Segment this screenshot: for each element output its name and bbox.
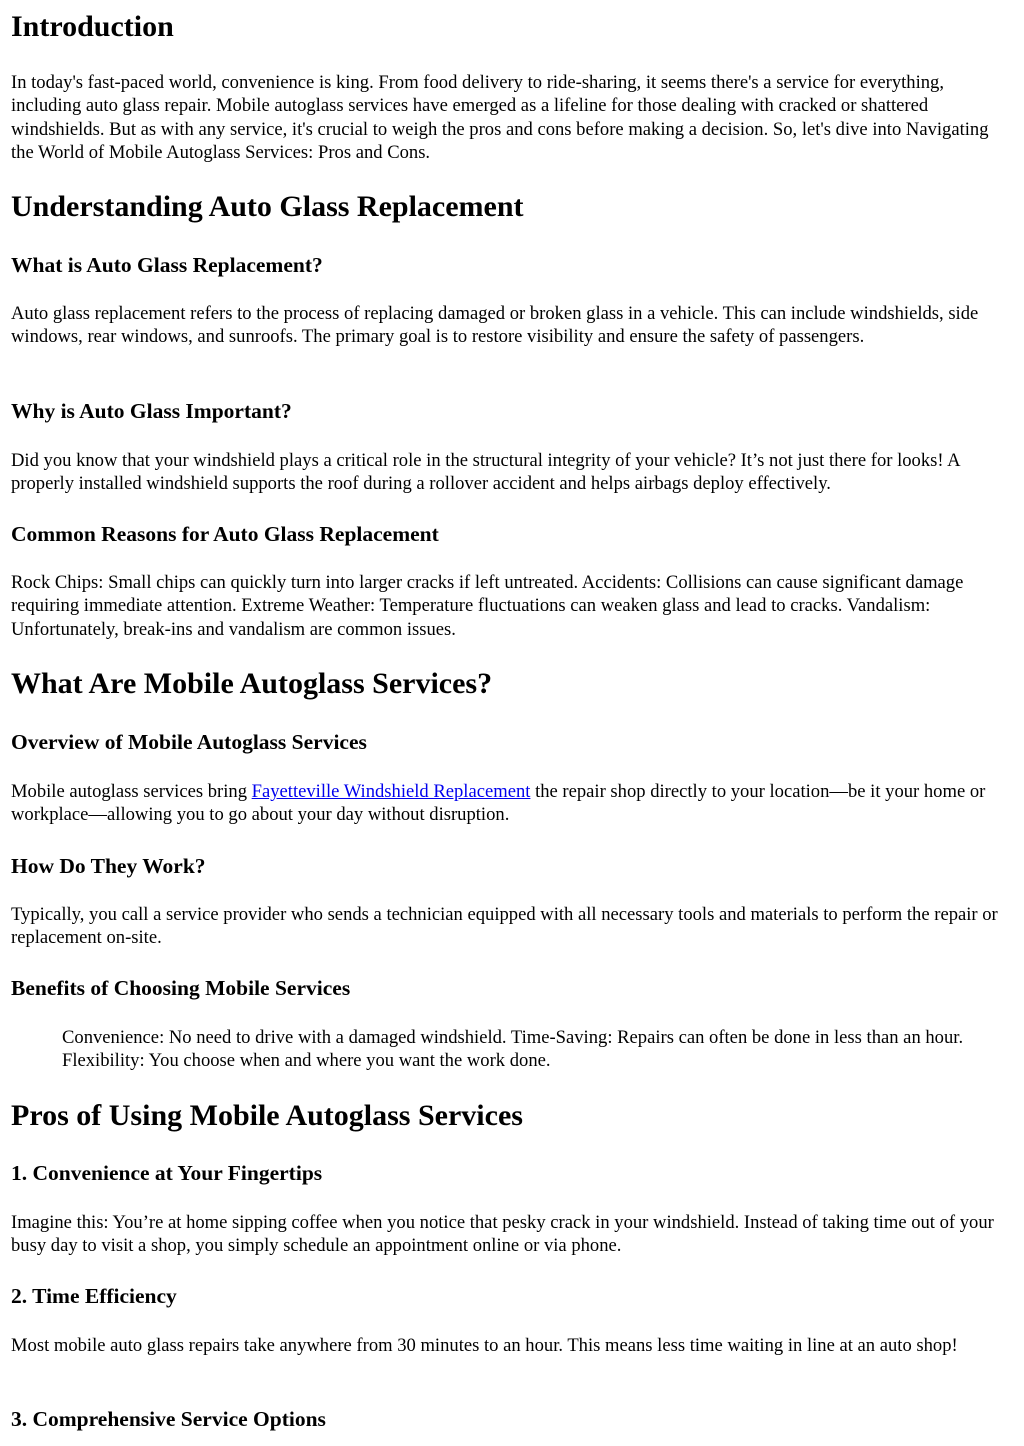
heading-pro-comprehensive-service: 3. Comprehensive Service Options (11, 1407, 326, 1431)
heading-pros-mobile-services: Pros of Using Mobile Autoglass Services (11, 1099, 523, 1132)
heading-why-auto-glass-important: Why is Auto Glass Important? (11, 399, 292, 423)
heading-understanding-auto-glass-replacement: Understanding Auto Glass Replacement (11, 190, 524, 223)
overview-text-before-link: Mobile autoglass services bring (11, 781, 252, 802)
blockquote-benefits: Convenience: No need to drive with a damaged windshield. Time-Saving: Repairs can often be done in less than an hour. Flexibility: You choose when and where you want the work done. (62, 1027, 964, 1072)
heading-common-reasons: Common Reasons for Auto Glass Replacement (11, 522, 439, 546)
paragraph-how-do-they-work: Typically, you call a service provider who sends a technician equipped with all necessary tools and materials to perform the repair or replacement on-site. (11, 904, 998, 949)
paragraph-overview-mobile-services (11, 780, 1013, 827)
paragraph-what-is-auto-glass-replacement: Auto glass replacement refers to the process of replacing damaged or broken glass in a vehicle. This can include windshields, side windows, rear windows, and sunroofs. The primary goal is to restore visibility and ensure the safety of passengers. (11, 303, 979, 348)
paragraph-common-reasons: Rock Chips: Small chips can quickly turn into larger cracks if left untreated. Accidents: Collisions can cause significant damage requiring immediate attention. Extreme Weather: Temperature fluctuations can weaken glass and lead to cracks. Vandalism: Unfortunately, break-ins and vandalism are common issues. (11, 572, 964, 640)
heading-what-are-mobile-autoglass-services: What Are Mobile Autoglass Services? (11, 667, 493, 700)
heading-what-is-auto-glass-replacement: What is Auto Glass Replacement? (11, 253, 323, 277)
heading-benefits-mobile-services: Benefits of Choosing Mobile Services (11, 976, 351, 1000)
heading-pro-time-efficiency: 2. Time Efficiency (11, 1284, 177, 1308)
paragraph-pro-time-efficiency: Most mobile auto glass repairs take anywhere from 30 minutes to an hour. This means less time waiting in line at an auto shop! (11, 1335, 958, 1356)
overview-text-after-link: the repair shop directly to your location—be it your home or workplace—allowing you to go about your day without disruption. (11, 781, 986, 826)
paragraph-pro-convenience: Imagine this: You’re at home sipping coffee when you notice that pesky crack in your windshield. Instead of taking time out of your busy day to visit a shop, you simply schedule an appointment online or via phone. (11, 1212, 994, 1257)
heading-overview-mobile-services: Overview of Mobile Autoglass Services (11, 730, 367, 754)
paragraph-why-auto-glass-important: Did you know that your windshield plays a critical role in the structural integrity of your vehicle? It’s not just there for looks! A properly installed windshield supports the roof during a rollover accident and helps airbags deploy effectively. (11, 450, 960, 495)
heading-how-do-they-work: How Do They Work? (11, 854, 206, 878)
heading-introduction: Introduction (11, 10, 174, 43)
paragraph-introduction: In today's fast-paced world, convenience is king. From food delivery to ride-sharing, it seems there's a service for everything, including auto glass repair. Mobile autoglass services have emerged as a lifeline for those dealing with cracked or shattered windshields. But as with any service, it's crucial to weigh the pros and cons before making a decision. So, let's dive into Navigating the World of Mobile Autoglass Services: Pros and Cons. (11, 72, 989, 163)
fayetteville-windshield-replacement-link[interactable]: Fayetteville Windshield Replacement (251, 781, 531, 802)
heading-pro-convenience: 1. Convenience at Your Fingertips (11, 1161, 323, 1185)
